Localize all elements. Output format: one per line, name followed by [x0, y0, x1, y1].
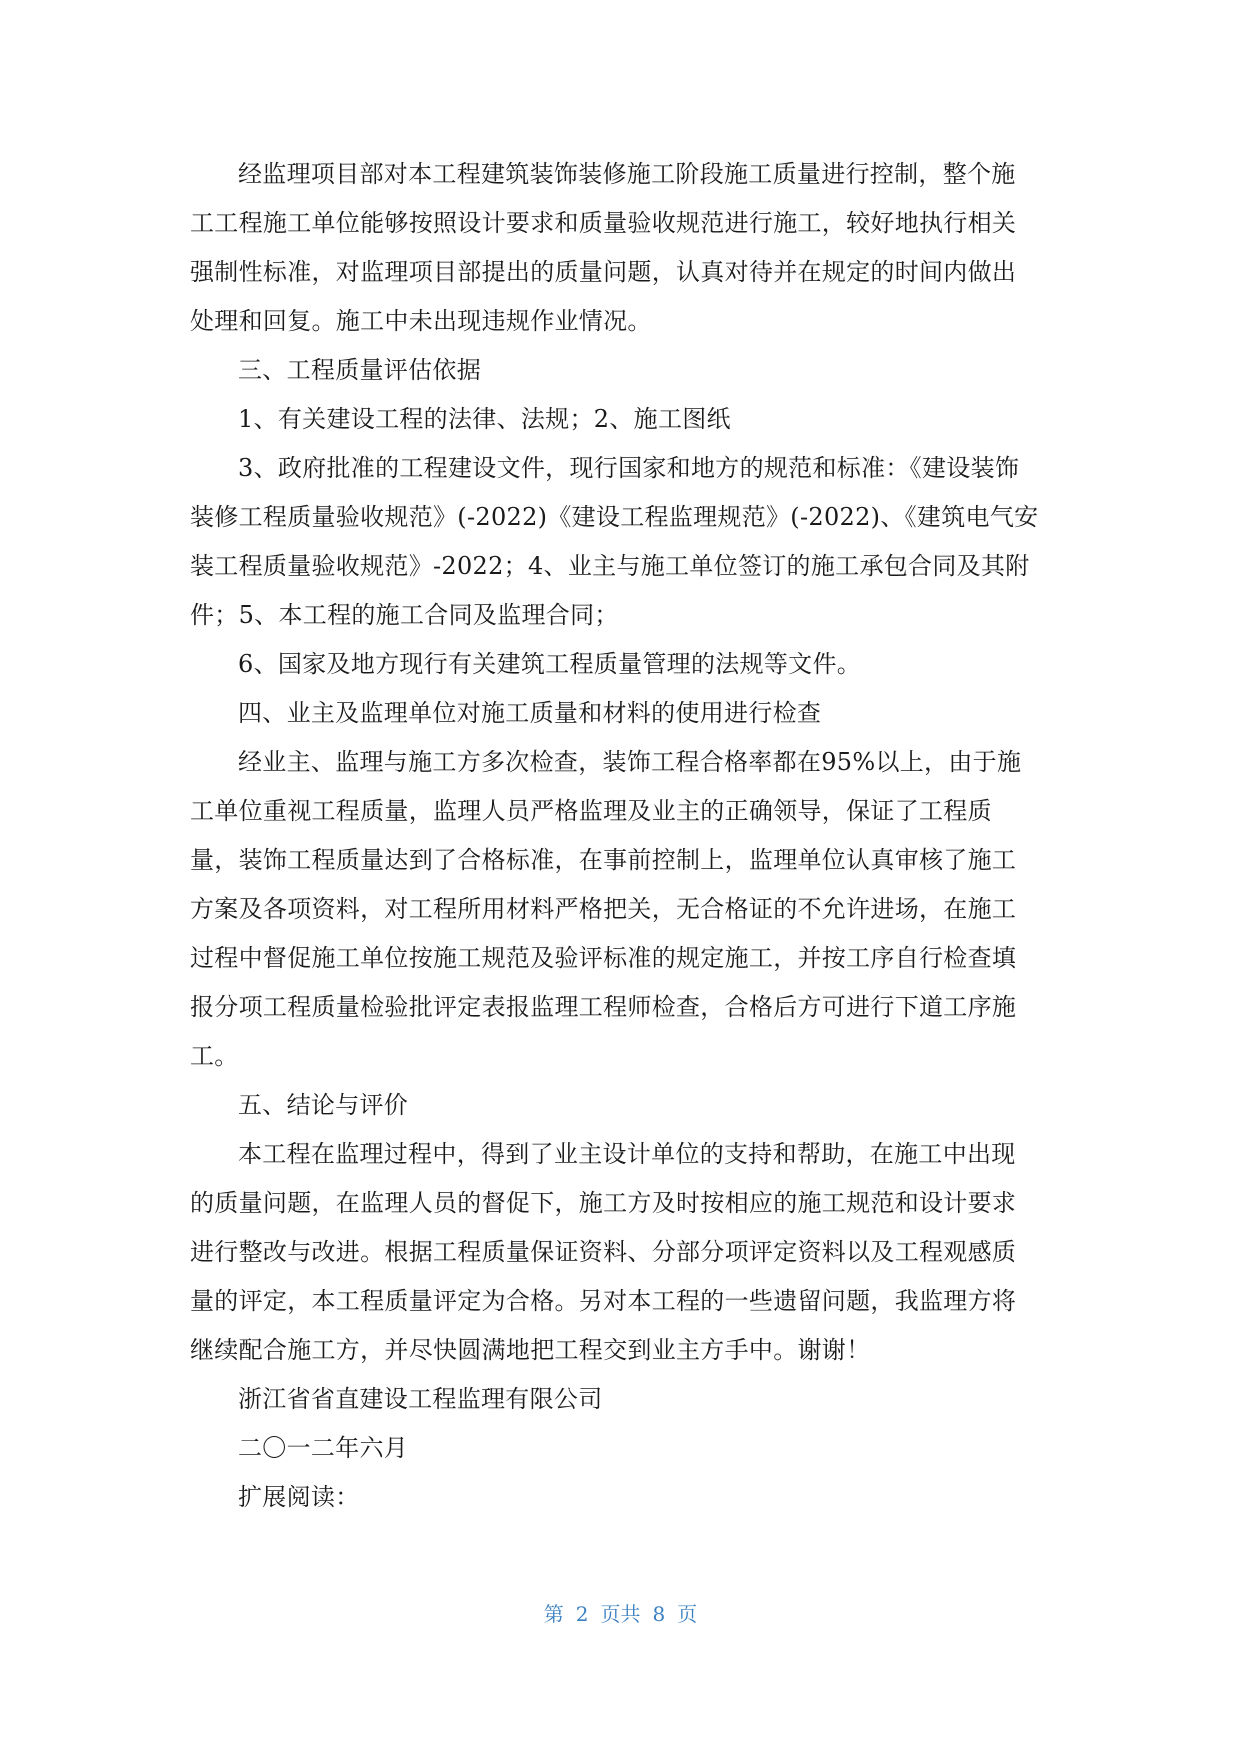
paragraph-line: 本工程在监理过程中，得到了业主设计单位的支持和帮助，在施工中出现 [238, 1140, 1016, 1168]
paragraph-line: 经监理项目部对本工程建筑装饰装修施工阶段施工质量进行控制，整个施 [238, 160, 1016, 188]
signature-date: 二〇一二年六月 [238, 1434, 409, 1462]
paragraph-line: 过程中督促施工单位按施工规范及验评标准的规定施工，并按工序自行检查填 [190, 944, 1017, 972]
list-item: 3、政府批准的工程建设文件，现行国家和地方的规范和标准：《建设装饰 [238, 454, 1020, 482]
footer-current-page: 2 [575, 1602, 589, 1626]
document-body [190, 150, 1050, 1522]
list-item: 1、有关建设工程的法律、法规；2、施工图纸 [238, 405, 731, 433]
paragraph-line: 强制性标准，对监理项目部提出的质量问题，认真对待并在规定的时间内做出 [190, 258, 1017, 286]
page-number-footer [0, 1598, 1241, 1627]
paragraph-line: 量，装饰工程质量达到了合格标准，在事前控制上，监理单位认真审核了施工 [190, 846, 1017, 874]
signature-company: 浙江省省直建设工程监理有限公司 [238, 1385, 603, 1413]
paragraph-line: 装工程质量验收规范》-2022；4、业主与施工单位签订的施工承包合同及其附 [190, 552, 1030, 580]
paragraph-line: 报分项工程质量检验批评定表报监理工程师检查，合格后方可进行下道工序施 [190, 993, 1017, 1021]
footer-ye: 页 [677, 1602, 698, 1626]
section-heading: 四、业主及监理单位对施工质量和材料的使用进行检查 [238, 699, 822, 727]
paragraph-line: 装修工程质量验收规范》(-2022)《建设工程监理规范》(-2022)、《建筑电气安 [190, 503, 1039, 531]
footer-di: 第 [543, 1602, 564, 1626]
paragraph-line: 经业主、监理与施工方多次检查，装饰工程合格率都在95%以上，由于施 [238, 748, 1022, 776]
list-item: 6、国家及地方现行有关建筑工程质量管理的法规等文件。 [238, 650, 862, 678]
paragraph-line: 处理和回复。施工中未出现违规作业情况。 [190, 307, 652, 335]
paragraph-line: 量的评定，本工程质量评定为合格。另对本工程的一些遗留问题，我监理方将 [190, 1287, 1017, 1315]
paragraph-line: 工工程施工单位能够按照设计要求和质量验收规范进行施工，较好地执行相关 [190, 209, 1017, 237]
paragraph-line: 的质量问题，在监理人员的督促下，施工方及时按相应的施工规范和设计要求 [190, 1189, 1017, 1217]
paragraph-line: 继续配合施工方，并尽快圆满地把工程交到业主方手中。谢谢！ [190, 1336, 871, 1364]
section-heading: 三、工程质量评估依据 [238, 356, 481, 384]
paragraph-line: 工。 [190, 1042, 239, 1070]
footer-ye-gong: 页共 [600, 1602, 641, 1626]
paragraph-line: 工单位重视工程质量，监理人员严格监理及业主的正确领导，保证了工程质 [190, 797, 992, 825]
footer-total-pages: 8 [652, 1602, 666, 1626]
paragraph-line: 进行整改与改进。根据工程质量保证资料、分部分项评定资料以及工程观感质 [190, 1238, 1017, 1266]
paragraph-line: 件；5、本工程的施工合同及监理合同； [190, 601, 619, 629]
section-heading: 五、结论与评价 [238, 1091, 409, 1119]
extended-reading-label: 扩展阅读： [238, 1483, 360, 1511]
paragraph-line: 方案及各项资料，对工程所用材料严格把关，无合格证的不允许进场，在施工 [190, 895, 1017, 923]
